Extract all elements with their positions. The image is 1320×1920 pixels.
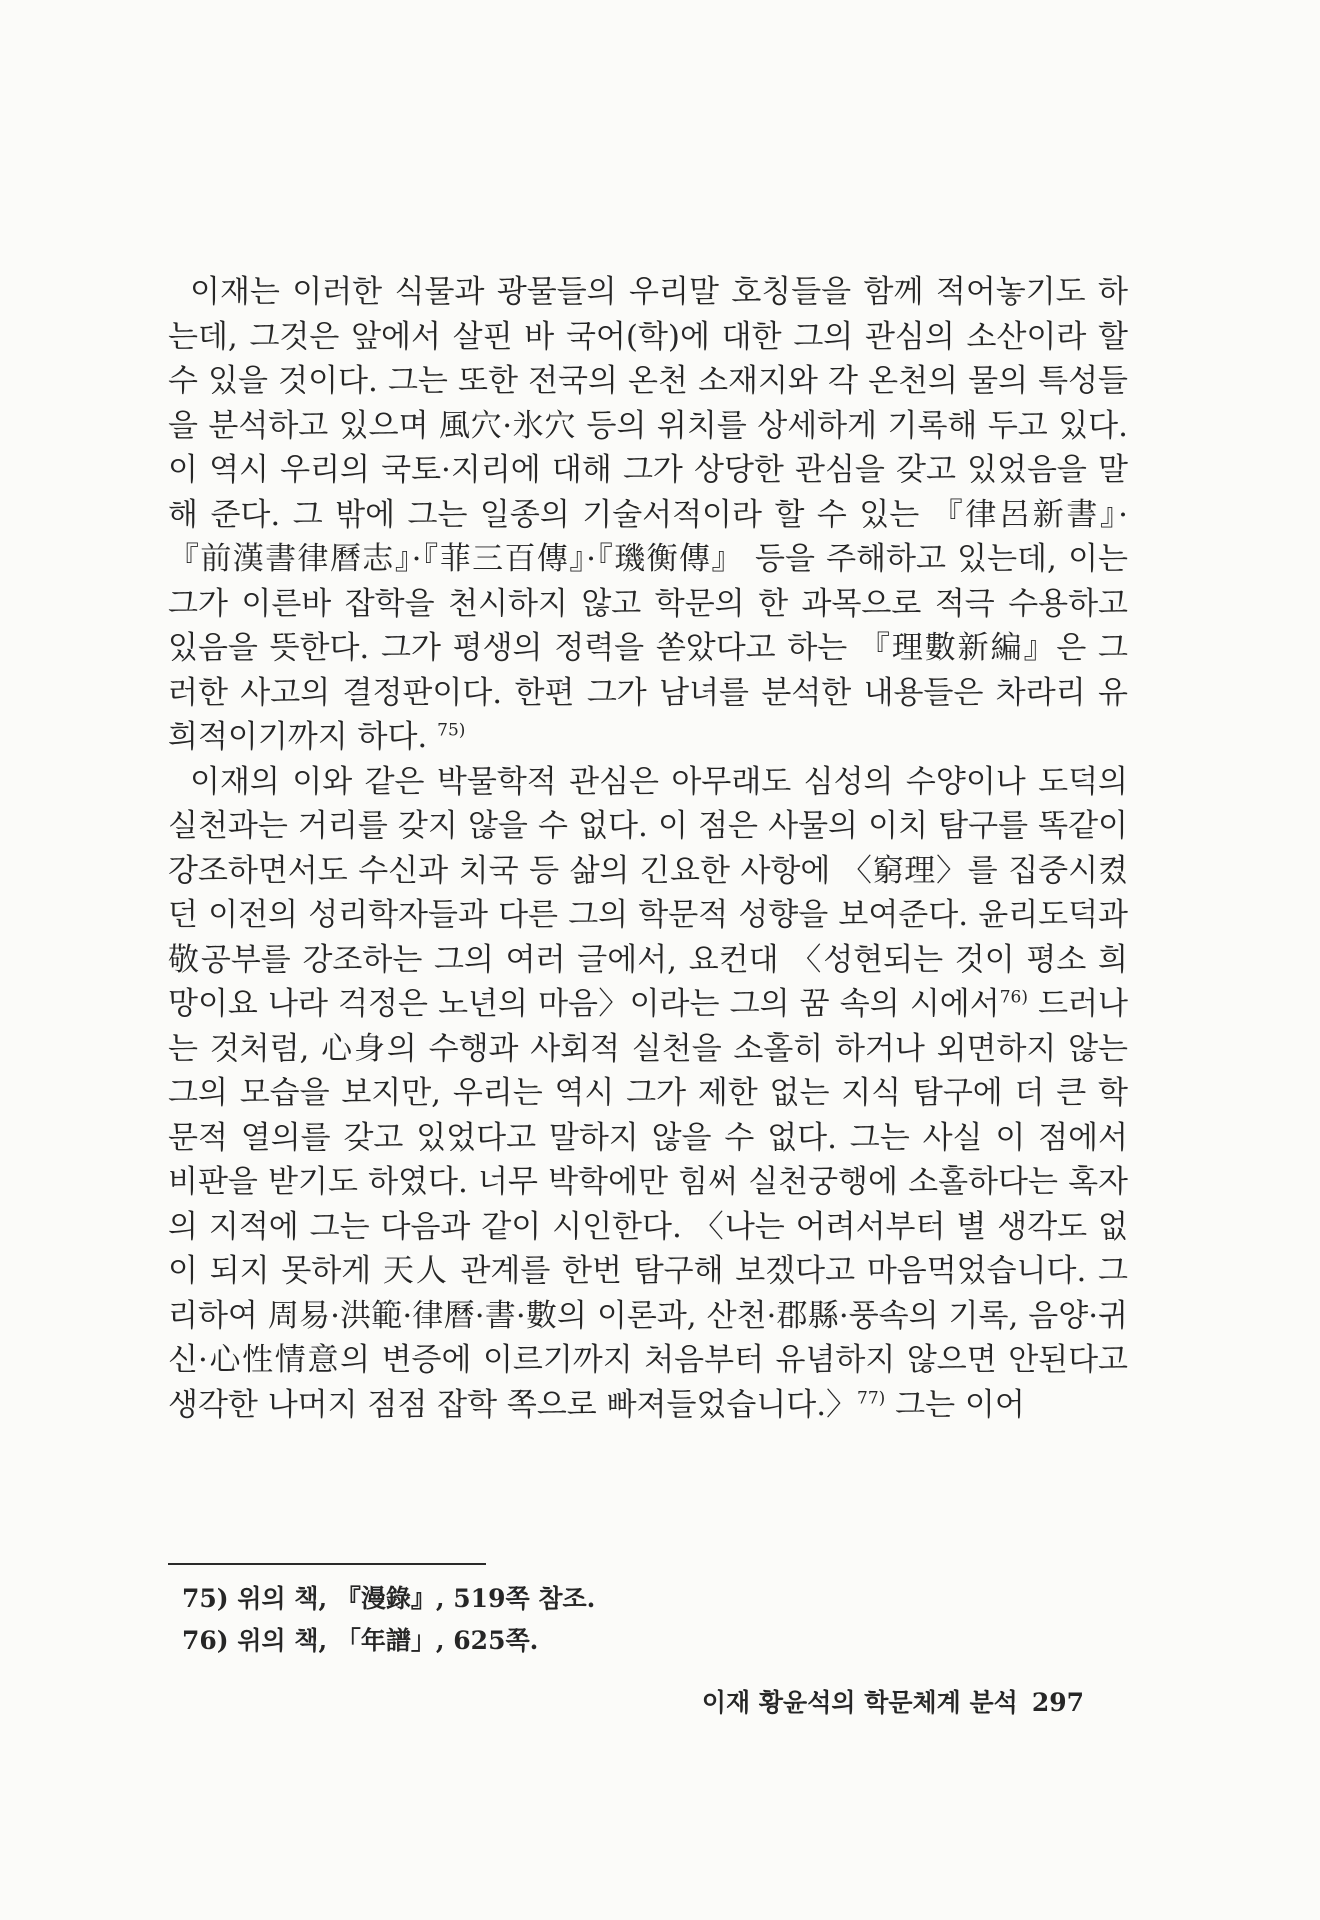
- paragraph-2-text-start: 이재의 이와 같은 박물학적 관심은 아무래도 심성의 수양이나 도덕의 실천과는 거리를 갖지 않을 수 없다. 이 점은 사물의 이치 탐구를 똑같이 강조하면서도 수신과 치국 등 삶의 긴요한 사항에 〈窮理〉를 집중시켰던 이전의 성리학자들과 다른 그의 학문적 성향을 보여준다. 윤리도덕과 敬공부를 강조하는 그의 여러 글에서, 요컨대 〈성현되는 것이 평소 희망이요 나라 걱정은 노년의 마음〉이라는 그의 꿈 속의 시에서: [168, 763, 1128, 1022]
- main-text: [168, 270, 1128, 1427]
- running-title: 이재 황윤석의 학문체계 분석: [701, 1688, 1018, 1717]
- footnote-separator: [168, 1563, 486, 1565]
- footnote-ref-76: 76): [999, 987, 1028, 1008]
- paragraph-2-text-end: 그는 이어: [885, 1386, 1025, 1423]
- footnote-ref-77: 77): [857, 1388, 886, 1409]
- paragraph-2: [168, 760, 1128, 1428]
- footnote-76: 76) 위의 책, 「年譜」, 625쪽.: [182, 1626, 539, 1655]
- footnote-ref-75: 75): [437, 720, 466, 741]
- paragraph-1: [168, 270, 1128, 760]
- footnotes: [182, 1578, 1082, 1662]
- page-number: 297: [1031, 1688, 1084, 1717]
- footnote-75: 75) 위의 책, 『漫錄』, 519쪽 참조.: [182, 1584, 596, 1613]
- running-footer: [702, 1683, 1084, 1719]
- paragraph-2-text-middle: 드러나는 것처럼, 心身의 수행과 사회적 실천을 소홀히 하거나 외면하지 않는 그의 모습을 보지만, 우리는 역시 그가 제한 없는 지식 탐구에 더 큰 학문적 열의를 갖고 있었다고 말하지 않을 수 없다. 그는 사실 이 점에서 비판을 받기도 하였다. 너무 박학에만 힘써 실천궁행에 소홀하다는 혹자의 지적에 그는 다음과 같이 시인한다. 〈나는 어려서부터 별 생각도 없이 되지 못하게 天人 관계를 한번 탐구해 보겠다고 마음먹었습니다. 그리하여 周易·洪範·律曆·書·數의 이론과, 산천·郡縣·풍속의 기록, 음양·귀신·心性情意의 변증에 이르기까지 처음부터 유념하지 않으면 안된다고 생각한 나머지 점점 잡학 쪽으로 빠져들었습니다.〉: [168, 986, 1128, 1423]
- paragraph-1-text: 이재는 이러한 식물과 광물들의 우리말 호칭들을 함께 적어놓기도 하는데, 그것은 앞에서 살핀 바 국어(학)에 대한 그의 관심의 소산이라 할 수 있을 것이다. 그는 또한 전국의 온천 소재지와 각 온천의 물의 특성들을 분석하고 있으며 風穴·氷穴 등의 위치를 상세하게 기록해 두고 있다. 이 역시 우리의 국토·지리에 대해 그가 상당한 관심을 갖고 있었음을 말해 준다. 그 밖에 그는 일종의 기술서적이라 할 수 있는 『律呂新書』·『前漢書律曆志』·『菲三百傳』·『璣衡傳』 등을 주해하고 있는데, 이는 그가 이른바 잡학을 천시하지 않고 학문의 한 과목으로 적극 수용하고 있음을 뜻한다. 그가 평생의 정력을 쏟았다고 하는 『理數新編』은 그러한 사고의 결정판이다. 한편 그가 남녀를 분석한 내용들은 차라리 유희적이기까지 하다.: [168, 274, 1128, 755]
